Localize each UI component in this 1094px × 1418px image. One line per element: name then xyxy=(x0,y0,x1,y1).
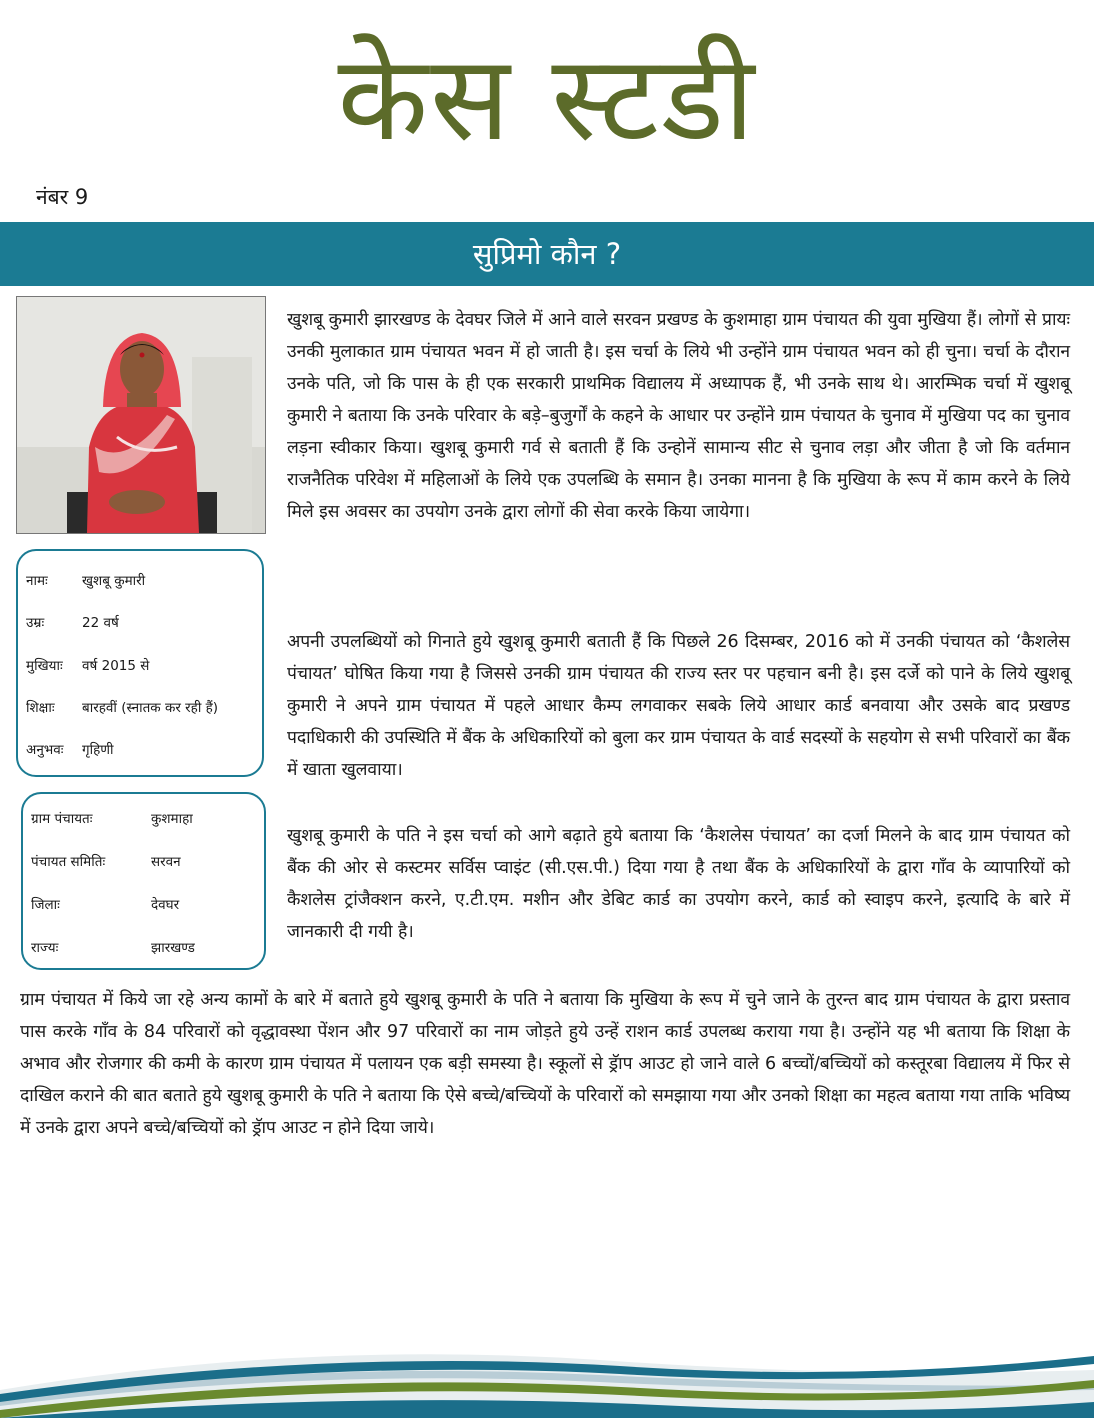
paragraph-other-works: ग्राम पंचायत में किये जा रहे अन्य कामों के बारे में बताते हुये खुशबू कुमारी के पति ने बताया कि मुखिया के रूप में चुने जाने के तुरन्त बाद ग्राम पंचायत के द्वारा प्रस्ताव पास करके गाँव के 84 परिवारों को वृद्धावस्था पेंशन और 97 परिवारों का नाम जोड़ते हुये उन्हें राशन कार्ड उपलब्ध कराया गया है। उन्होंने यह भी बताया कि शिक्षा के अभाव और रोजगार की कमी के कारण ग्राम पंचायत में पलायन एक बड़ी समस्या है। स्कूलों से ड्रॅाप आउट हो जाने वाले 6 बच्चों/बच्चियों को कस्तूरबा विद्यालय में फिर से दाखिल कराने की बात बताते हुये खुशबू कुमारी के पति ने बताया कि ऐसे बच्चे/बच्चियों के परिवारों को समझाया गया और उनको शिक्षा का महत्व बताया गया ताकि भविष्य में उनके द्वारा अपने बच्चे/बच्चियों को ड्रॅाप आउट न होने दिया जाये। xyxy=(20,990,1070,1138)
profile-label: शिक्षाः xyxy=(26,700,55,716)
location-label: जिलाः xyxy=(31,897,60,913)
location-label: पंचायत समितिः xyxy=(31,854,106,870)
location-value: सरवन xyxy=(151,854,181,870)
woman-portrait-icon xyxy=(17,297,265,533)
case-number: नंबर 9 xyxy=(36,185,89,209)
location-value: झारखण्ड xyxy=(151,940,195,956)
profile-card xyxy=(16,549,264,777)
location-value: कुशमाहा xyxy=(151,811,193,827)
profile-value: वर्ष 2015 से xyxy=(82,658,150,674)
location-label: राज्यः xyxy=(31,940,59,956)
profile-value: बारहवीं (स्नातक कर रही हैं) xyxy=(82,700,219,716)
profile-value: खुशबू कुमारी xyxy=(82,573,146,589)
profile-value: गृहिणी xyxy=(82,742,114,758)
location-value: देवघर xyxy=(151,897,180,913)
paragraph-cashless: खुशबू कुमारी के पति ने इस चर्चा को आगे बढ़ाते हुये बताया कि ‘कैशलेस पंचायत’ का दर्जा मिलने के बाद ग्राम पंचायत को बैंक की ओर से कस्टमर सर्विस प्वाइंट (सी.एस.पी.) दिया गया है तथा बैंक के अधिकारियों के द्वारा गाँव के व्यापारियों को कैशलेस ट्रांजैक्शन करने, ए.टी.एम. मशीन और डेबिट कार्ड का उपयोग करने, कार्ड को स्वाइप करने, इत्यादि के बारे में जानकारी दी गयी है। xyxy=(287,826,1070,942)
page-title: केस स्टडी xyxy=(337,29,757,167)
portrait-photo xyxy=(16,296,266,534)
paragraph-achievements: अपनी उपलब्धियों को गिनाते हुये खुशबू कुमारी बताती हैं कि पिछले 26 दिसम्बर, 2016 को में उनकी पंचायत को ‘कैशलेस पंचायत’ घोषित किया गया है जिससे उनकी ग्राम पंचायत की राज्य स्तर पर पहचान बनी है। इस दर्जे को पाने के लिये खुशबू कुमारी ने अपने ग्राम पंचायत में पहले आधार कैम्प लगवाकर सबके लिये आधार कार्ड बनवाया और उसके बाद प्रखण्ड पदाधिकारी की उपस्थिति में बैंक के अधिकारियों को बुला कर ग्राम पंचायत के वार्ड सदस्यों के सहयोग से सभी परिवारों का बैंक में खाता खुलवाया। xyxy=(287,632,1070,780)
profile-label: नामः xyxy=(26,573,48,589)
footer-wave-decoration xyxy=(0,1330,1094,1418)
section-banner: सुप्रिमो कौन ? xyxy=(0,222,1094,286)
location-label: ग्राम पंचायतः xyxy=(31,811,93,827)
profile-label: उम्रः xyxy=(26,615,45,631)
profile-label: अनुभवः xyxy=(26,742,64,758)
profile-value: 22 वर्ष xyxy=(82,615,119,631)
paragraph-intro: खुशबू कुमारी झारखण्ड के देवघर जिले में आने वाले सरवन प्रखण्ड के कुशमाहा ग्राम पंचायत की युवा मुखिया हैं। लोगों से प्रायः उनकी मुलाकात ग्राम पंचायत भवन में हो जाती है। इस चर्चा के लिये भी उन्होंने ग्राम पंचायत भवन को ही चुना। चर्चा के दौरान उनके पति, जो कि पास के ही एक सरकारी प्राथमिक विद्यालय में अध्यापक हैं, भी उनके साथ थे। आरम्भिक चर्चा में खुशबू कुमारी ने बताया कि उनके परिवार के बड़े–बुजुर्गों के कहने के आधार पर उन्होंने ग्राम पंचायत के चुनाव में मुखिया पद का चुनाव लड़ना स्वीकार किया। खुशबू कुमारी गर्व से बताती हैं कि उन्होनें सामान्य सीट से चुनाव लड़ा और जीता है जो कि वर्तमान राजनैतिक परिवेश में महिलाओं के लिये एक उपलब्धि के समान है। उनका मानना है कि मुखिया के रूप में काम करने के लिये मिले इस अवसर का उपयोग उनके द्वारा लोगों की सेवा करके किया जायेगा। xyxy=(287,310,1070,522)
location-card xyxy=(21,792,266,970)
profile-label: मुखियाः xyxy=(26,658,63,674)
